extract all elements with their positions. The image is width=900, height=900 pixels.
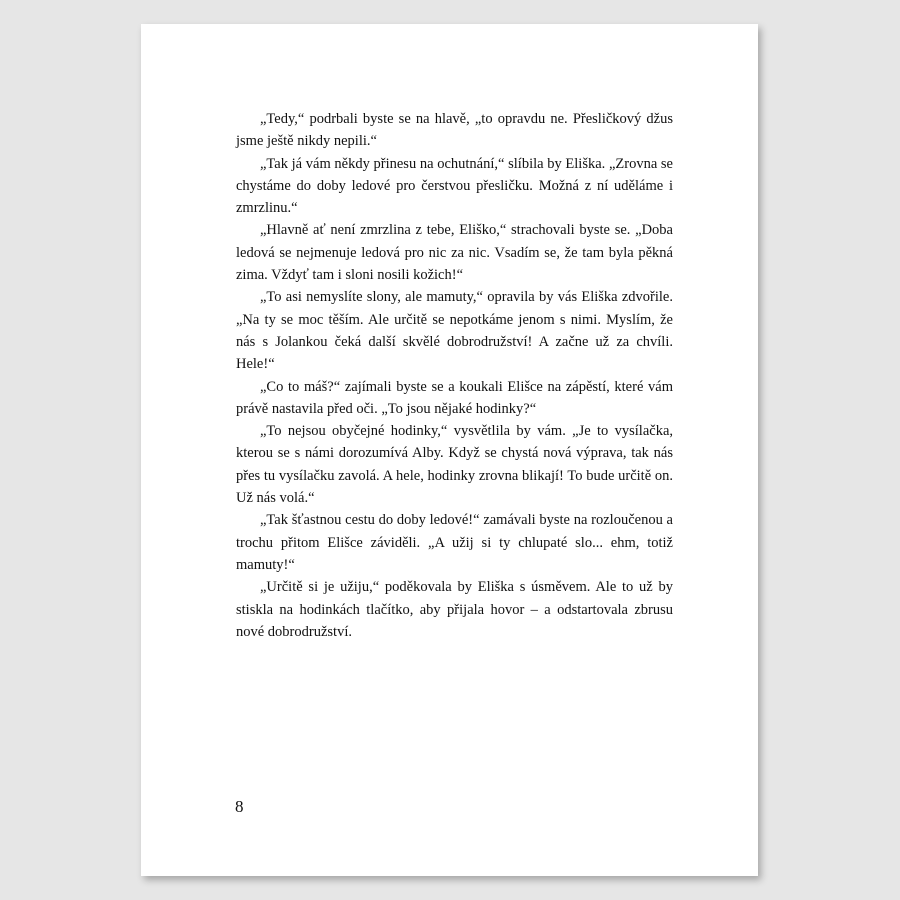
paragraph-3: „Hlavně ať není zmrzlina z tebe, Eliško,“ strachovali byste se. „Doba ledová se nejmenuje ledová pro nic za nic. Vsadím se, že tam byla pěkná zima. Vždyť tam i sloni nosili kožich!“ — [236, 222, 673, 284]
paragraph-8: „Určitě si je užiju,“ poděkovala by Eliška s úsměvem. Ale to už by stiskla na hodinkách tlačítko, aby přijala hovor – a odstartovala zbrusu nové dobrodružství. — [236, 579, 673, 640]
book-page — [141, 24, 758, 876]
body-text — [236, 108, 673, 643]
paragraph-5: „Co to máš?“ zajímali byste se a koukali Elišce na zápěstí, které vám právě nastavila před oči. „To jsou nějaké hodinky?“ — [236, 378, 673, 417]
paragraph-6: „To nejsou obyčejné hodinky,“ vysvětlila by vám. „Je to vysílačka, kterou se s námi dorozumívá Alby. Když se chystá nová výprava, tak nás přes tu vysílačku zavolá. A hele, hodinky zrovna blikají! To bude určitě on. Už nás volá.“ — [236, 423, 673, 507]
paragraph-7: „Tak šťastnou cestu do doby ledové!“ zamávali byste na rozloučenou a trochu přitom Elišce záviděli. „A užij si ty chlupaté slo... ehm, totiž mamuty!“ — [236, 512, 673, 573]
paragraph-4: „To asi nemyslíte slony, ale mamuty,“ opravila by vás Eliška zdvořile. „Na ty se moc těším. Ale určitě se nepotkáme jenom s nimi. Myslím, že nás s Jolankou čeká další skvělé dobrodružství! A začne už za chvíli. Hele!“ — [236, 289, 673, 373]
paragraph-1: „Tedy,“ podrbali byste se na hlavě, „to opravdu ne. Přesličkový džus jsme ještě nikdy nepili.“ — [236, 111, 673, 150]
page-number: 8 — [235, 797, 244, 816]
paragraph-2: „Tak já vám někdy přinesu na ochutnání,“ slíbila by Eliška. „Zrovna se chystáme do doby ledové pro čerstvou přesličku. Možná z ní uděláme i zmrzlinu.“ — [236, 155, 673, 217]
